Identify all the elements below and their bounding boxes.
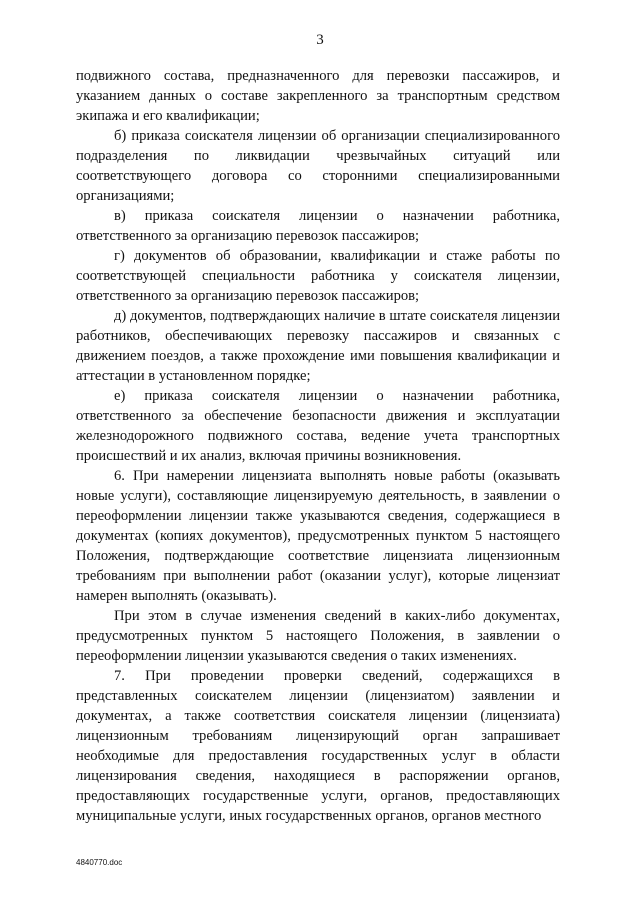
paragraph-clause-6: 6. При намерении лицензиата выполнять новые работы (оказывать новые услуги), составляющие лицензируемую деятельность, в заявлении о переоформлении лицензии также указываются сведения, содержащиеся в документах (копиях документов), предусмотренных пунктом 5 настоящего Положения, подтверждающие соответствие лицензиата лицензионным требованиям при выполнении работ (оказании услуг), которые лицензиат намерен выполнять (оказывать). [76, 468, 560, 604]
document-body [76, 66, 560, 826]
footer-filename: 4840770.doc [76, 858, 123, 867]
paragraph-clause-6-note: При этом в случае изменения сведений в каких-либо документах, предусмотренных пунктом 5 настоящего Положения, в заявлении о переоформлении лицензии указываются сведения о таких изменениях. [76, 608, 560, 664]
paragraph-item-b: б) приказа соискателя лицензии об организации специализированного подразделения по ликвидации чрезвычайных ситуаций или соответствующего договора со сторонними специализированными организациями; [76, 128, 560, 204]
page-number: 3 [316, 32, 324, 48]
paragraph-item-v: в) приказа соискателя лицензии о назначении работника, ответственного за организацию перевозок пассажиров; [76, 208, 560, 244]
paragraph-item-e: е) приказа соискателя лицензии о назначении работника, ответственного за обеспечение безопасности движения и эксплуатации железнодорожного подвижного состава, ведение учета транспортных происшествий и их анализ, включая причины возникновения. [76, 388, 560, 464]
paragraph-clause-7: 7. При проведении проверки сведений, содержащихся в представленных соискателем лицензии (лицензиатом) заявлении и документах, а также соответствия соискателя лицензии (лицензиата) лицензионным требованиям лицензирующий орган запрашивает необходимые для предоставления государственных услуг в области лицензирования сведения, находящиеся в распоряжении органов, предоставляющих государственные услуги, органов, предоставляющих муниципальные услуги, иных государственных органов, органов местного [76, 668, 560, 824]
paragraph-continuation: подвижного состава, предназначенного для перевозки пассажиров, и указанием данных о составе закрепленного за транспортным средством экипажа и его квалификации; [76, 68, 560, 124]
paragraph-item-d: д) документов, подтверждающих наличие в штате соискателя лицензии работников, обеспечивающих перевозку пассажиров и связанных с движением поездов, а также прохождение ими повышения квалификации и аттестации в установленном порядке; [76, 308, 560, 384]
paragraph-item-g: г) документов об образовании, квалификации и стаже работы по соответствующей специальности работника у соискателя лицензии, ответственного за организацию перевозок пассажиров; [76, 248, 560, 304]
